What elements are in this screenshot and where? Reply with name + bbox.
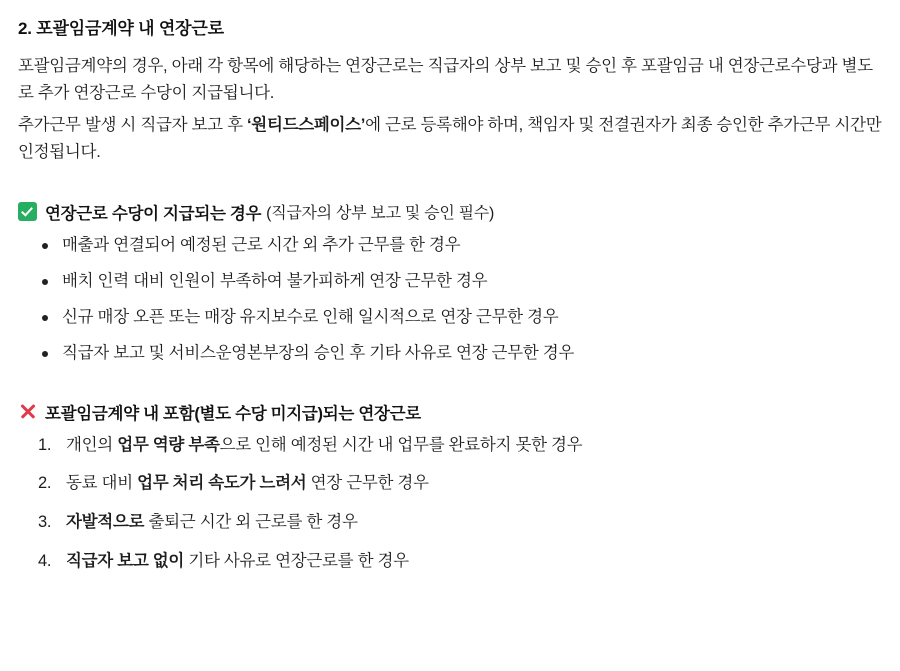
red-x-icon [18,402,37,421]
item-rest: 으로 인해 예정된 시간 내 업무를 완료하지 못한 경우 [219,435,583,454]
unpaid-section-heading [18,400,884,424]
list-item: 배치 인력 대비 인원이 부족하여 불가피하게 연장 근무한 경우 [38,270,884,294]
list-item [36,472,884,496]
paid-heading-note: (직급자의 상부 보고 및 승인 필수) [266,205,494,223]
intro-paragraph-2 [18,112,884,165]
paragraph-2-part1: 추가근무 발생 시 직급자 보고 후 [18,116,248,135]
item-bold: 업무 역량 부족 [117,435,220,454]
page-title: 2. 포괄임금계약 내 연장근로 [18,19,224,38]
list-item: 매출과 연결되어 예정된 근로 시간 외 추가 근무를 한 경우 [38,234,884,258]
paid-overtime-section [16,200,884,366]
paid-overtime-list [16,234,884,366]
item-bold: 직급자 보고 없이 [66,552,185,571]
green-check-icon [18,202,37,221]
list-item [36,511,884,535]
item-lead: 개인의 [66,435,118,454]
item-rest: 기타 사유로 연장근로를 한 경우 [184,552,409,571]
item-rest: 출퇴근 시간 외 근로를 한 경우 [144,513,358,532]
unpaid-heading-text: 포괄임금계약 내 포함(별도 수당 미지급)되는 연장근로 [45,404,421,423]
unpaid-overtime-section [16,400,884,575]
paragraph-2-part2: 에 근로 등록해야 하며, 책임자 및 전결권자가 최종 승인한 추가근무 시간만 인정됩니다. [18,116,882,162]
list-item [36,434,884,458]
item-rest: 연장 근무한 경우 [306,474,429,493]
item-lead: 동료 대비 [66,474,138,493]
list-item: 신규 매장 오픈 또는 매장 유지보수로 인해 일시적으로 연장 근무한 경우 [38,306,884,330]
list-item [36,550,884,574]
paid-section-heading [18,200,884,224]
item-bold: 업무 처리 속도가 느려서 [137,474,307,493]
list-item: 직급자 보고 및 서비스운영본부장의 승인 후 기타 사유로 연장 근무한 경우 [38,342,884,366]
paid-heading-text: 연장근로 수당이 지급되는 경우 [45,204,262,223]
item-bold: 자발적으로 [66,513,145,532]
unpaid-overtime-list [16,434,884,575]
paragraph-2-emphasis: ‘원티드스페이스’ [247,116,366,135]
intro-paragraph-1: 포괄임금계약의 경우, 아래 각 항목에 해당하는 연장근로는 직급자의 상부 보고 및 승인 후 포괄임금 내 연장근로수당과 별도로 추가 연장근로 수당이 지급됩니다. [18,57,873,102]
